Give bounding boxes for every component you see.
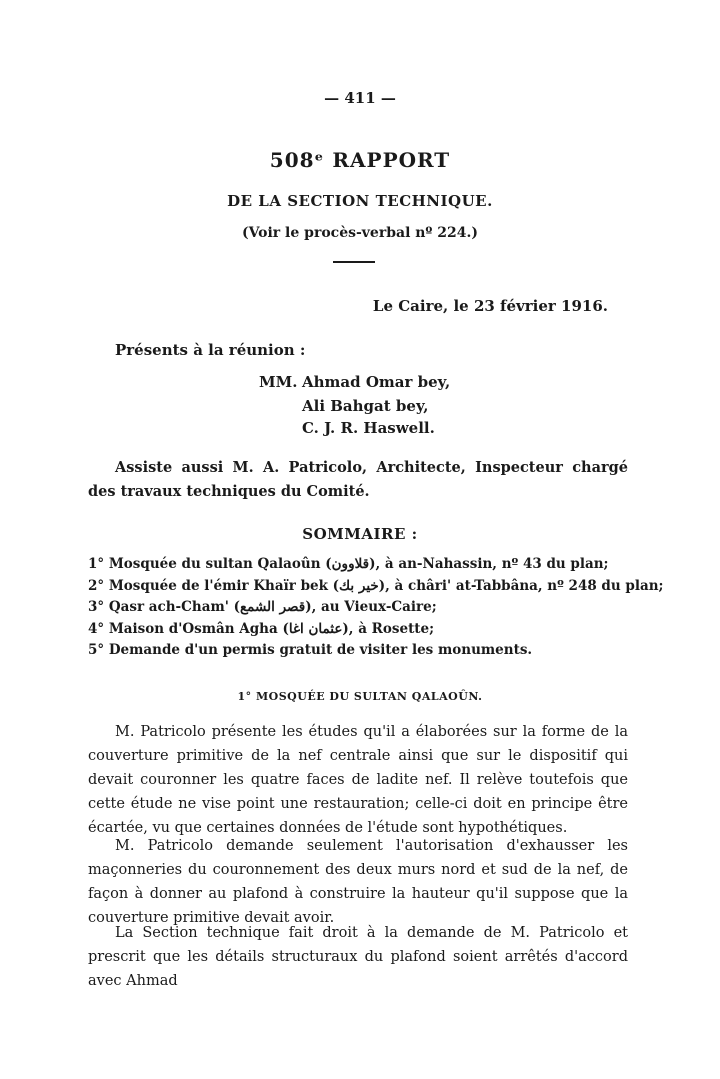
attendees-prefix: MM. xyxy=(259,373,298,391)
page-number: — 411 — xyxy=(324,89,396,107)
report-title: 508ᵉ RAPPORT xyxy=(269,148,451,172)
summary-item: 4° Maison d'Osmân Agha (عثمان اغا), à Rosette; xyxy=(88,620,435,637)
summary-list xyxy=(88,556,664,664)
attendee-name: Ahmad Omar bey, xyxy=(302,373,451,391)
report-subtitle: DE LA SECTION TECHNIQUE. xyxy=(227,192,493,210)
title-divider xyxy=(333,261,375,263)
assiste-paragraph: Assiste aussi M. A. Patricolo, Architecte, Inspecteur chargé des travaux techniques du Comité. xyxy=(88,459,628,500)
summary-item: 1° Mosquée du sultan Qalaoûn (قلاوون), à an-Nahassin, nº 43 du plan; xyxy=(88,556,609,572)
body-paragraph: M. Patricolo présente les études qu'il a élaborées sur la forme de la couverture primitive de la nef centrale ainsi que sur le dispositif qui devait couronner les quatre faces de ladite nef. Il relève toutefois que cette étude ne vise point une restauration; celle-ci doit en principe être écartée, vu que certaines données de l'étude sont hypothétiques. xyxy=(88,724,628,836)
dateline: Le Caire, le 23 février 1916. xyxy=(372,297,608,315)
attendee-name: Ali Bahgat bey, xyxy=(302,397,429,415)
report-reference: (Voir le procès-verbal nº 224.) xyxy=(241,225,479,241)
presents-label: Présents à la réunion : xyxy=(115,341,306,359)
summary-item: 5° Demande d'un permis gratuit de visiter les monuments. xyxy=(88,642,533,658)
body-paragraph: La Section technique fait droit à la demande de M. Patricolo et prescrit que les détails structuraux du plafond soient arrêtés d'accord avec Ahmad xyxy=(88,925,628,989)
sommaire-heading: SOMMAIRE : xyxy=(302,525,418,543)
section-heading: 1° MOSQUÉE DU SULTAN QALAOÛN. xyxy=(237,690,483,703)
summary-item: 3° Qasr ach-Cham' (قصر الشمع), au Vieux-Caire; xyxy=(88,599,437,615)
attendee-name: C. J. R. Haswell. xyxy=(302,419,435,437)
body-paragraph: M. Patricolo demande seulement l'autorisation d'exhausser les maçonneries du couronnement des deux murs nord et sud de la nef, de façon à donner au plafond à construire la hauteur qu'il suppose que la couverture primitive devait avoir. xyxy=(88,838,628,926)
summary-item: 2° Mosquée de l'émir Khaïr bek (خير بك), à châri' at-Tabbâna, nº 248 du plan; xyxy=(88,577,664,594)
